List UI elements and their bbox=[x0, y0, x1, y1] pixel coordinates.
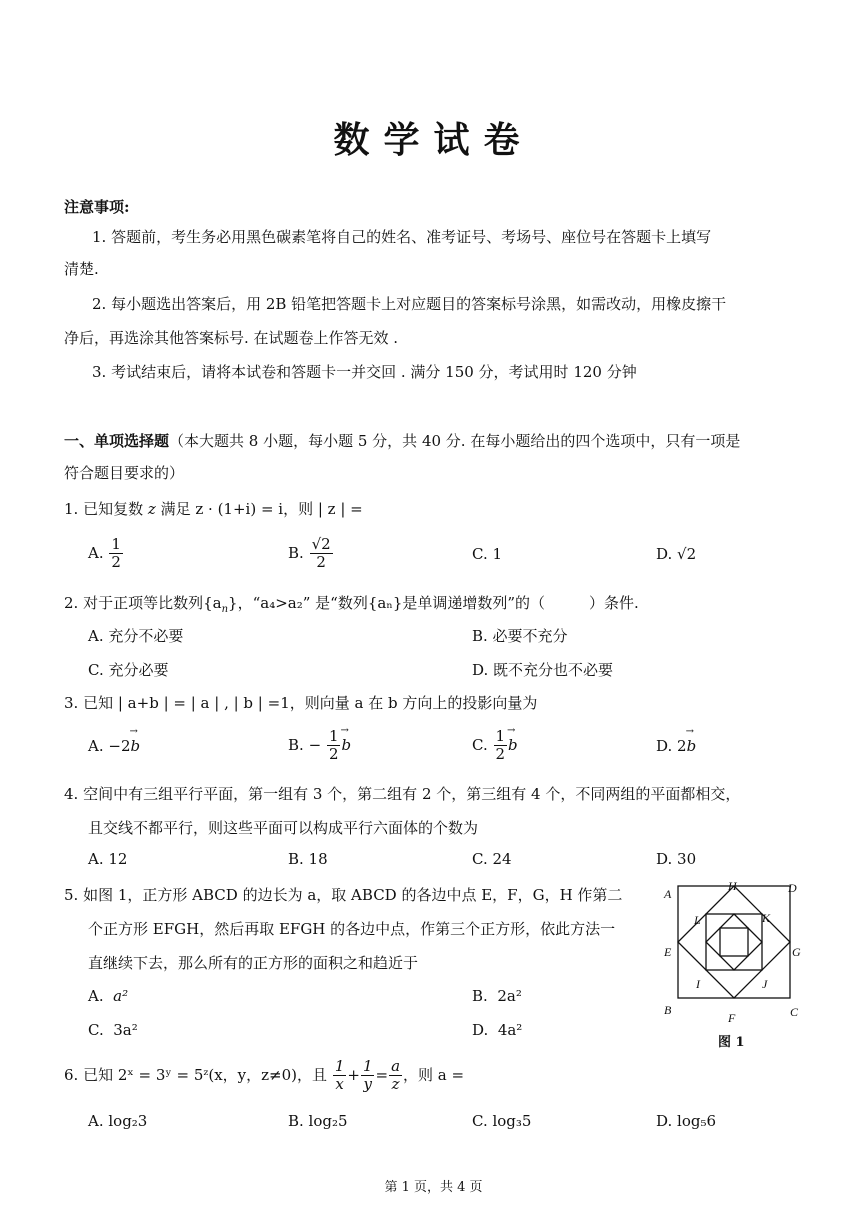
option-value: 1 bbox=[492, 545, 503, 563]
label-h: H bbox=[728, 879, 737, 893]
question-text: 如图 1，正方形 ABCD 的边长为 a，取 ABCD 的各边中点 E，F，G，H 作第二 bbox=[83, 886, 623, 904]
equation: z · (1+i) = i，则 | z | = bbox=[195, 500, 363, 518]
fraction bbox=[109, 536, 123, 572]
q3-option-a bbox=[88, 737, 140, 755]
section-desc-cont: 符合题目要求的） bbox=[64, 464, 185, 482]
option-label: C. bbox=[472, 735, 488, 754]
notice-item-1: 1. 答题前，考生务必用黑色碳素笔将自己的姓名、准考证号、考场号、座位号在答题卡上填写 bbox=[92, 228, 712, 246]
square-efgh bbox=[678, 886, 790, 998]
option-label: D. bbox=[656, 545, 673, 563]
question-1 bbox=[64, 498, 363, 519]
fraction bbox=[494, 728, 508, 764]
question-text: 空间中有三组平行平面，第一组有 3 个，第二组有 2 个，第三组有 4 个，不同两组的平面都相交， bbox=[83, 785, 741, 803]
section-title: 一、单项选择题 bbox=[64, 432, 170, 450]
option-label: D. bbox=[656, 737, 673, 755]
q1-option-a bbox=[88, 536, 124, 572]
option-value: 4a² bbox=[497, 1021, 523, 1039]
option-value: 3a² bbox=[113, 1021, 138, 1039]
option-label: C. bbox=[88, 1021, 104, 1039]
figure-1-nested-squares bbox=[660, 876, 810, 1056]
variable: z bbox=[147, 500, 156, 518]
option-label: C. bbox=[472, 545, 488, 563]
label-f: F bbox=[728, 1011, 736, 1025]
label-b: B bbox=[664, 1003, 672, 1017]
numerator: 1 bbox=[111, 535, 121, 553]
option-value: 2 bbox=[677, 737, 687, 755]
question-2: 2. 对于正项等比数列$\{a_n\}$，“a₄>a₂” 是“数列{aₙ}是单调递增数列”的（ ）条件. bbox=[64, 594, 639, 615]
denominator: x bbox=[335, 1075, 344, 1094]
option-label: A. bbox=[88, 987, 104, 1005]
numerator: a bbox=[391, 1057, 401, 1075]
label-a: A bbox=[664, 887, 672, 901]
q2-option-d: D. 既不充分也不必要 bbox=[472, 661, 614, 679]
option-label: B. bbox=[472, 987, 488, 1005]
numerator: 1 bbox=[334, 1057, 345, 1075]
question-text: 已知复数 bbox=[83, 500, 144, 518]
page-footer: 第 1 页，共 4 页 bbox=[384, 1180, 483, 1195]
operator: = bbox=[375, 1065, 389, 1084]
notice-item-2-cont: 净后，再选涂其他答案标号. 在试题卷上作答无效 . bbox=[64, 329, 399, 347]
question-3 bbox=[64, 692, 537, 713]
vector-b: → b bbox=[508, 736, 518, 754]
q5-option-a bbox=[88, 987, 128, 1005]
question-5-cont: 直继续下去，那么所有的正方形的面积之和趋近于 bbox=[88, 954, 419, 972]
fraction bbox=[327, 728, 341, 764]
question-text: ，则 a = bbox=[403, 1065, 465, 1084]
q6-option-a: A. log₂3 bbox=[88, 1112, 148, 1130]
denominator: 2 bbox=[495, 745, 506, 764]
notice-item-3: 3. 考试结束后，请将本试卷和答题卡一并交回 . 满分 150 分，考试用时 120 分钟 bbox=[92, 363, 637, 381]
question-6 bbox=[64, 1058, 464, 1094]
option-label: B. bbox=[288, 543, 304, 562]
question-text: 已知 | a+b | = | a | , | b | =1，则向量 a 在 b 方向上的投影向量为 bbox=[83, 694, 538, 712]
sign: − bbox=[308, 735, 322, 754]
q5-option-b bbox=[472, 987, 522, 1005]
option-label: A. bbox=[88, 737, 104, 755]
option-value: √2 bbox=[677, 545, 697, 563]
option-label: B. bbox=[288, 735, 304, 754]
fraction bbox=[333, 1058, 347, 1094]
q6-option-b: B. log₂5 bbox=[288, 1112, 348, 1130]
q3-option-b bbox=[288, 728, 351, 764]
label-i: I bbox=[696, 977, 700, 991]
q6-option-d: D. log₅6 bbox=[656, 1112, 717, 1130]
question-5-cont: 个正方形 EFGH，然后再取 EFGH 的各边中点，作第三个正方形，依此方法一 bbox=[88, 920, 616, 938]
label-d: D bbox=[788, 881, 797, 895]
question-number: 2. bbox=[64, 594, 79, 612]
q4-option-a: A. 12 bbox=[88, 850, 128, 868]
numerator: √2 bbox=[311, 535, 331, 553]
question-number: 1. bbox=[64, 500, 79, 518]
notice-item-2: 2. 每小题选出答案后，用 2B 铅笔把答题卡上对应题目的答案标号涂黑，如需改动，用橡皮擦干 bbox=[92, 295, 727, 313]
label-l: L bbox=[694, 913, 701, 927]
label-g: G bbox=[792, 945, 801, 959]
q2-option-a: A. 充分不必要 bbox=[88, 627, 184, 645]
section-heading bbox=[64, 430, 740, 451]
square-ijkl bbox=[706, 914, 762, 970]
question-4 bbox=[64, 783, 740, 804]
question-number: 4. bbox=[64, 785, 79, 803]
question-5 bbox=[64, 884, 622, 905]
question-text: ）条件. bbox=[589, 594, 639, 612]
option-value: 2a² bbox=[497, 987, 522, 1005]
numerator: 1 bbox=[495, 727, 506, 745]
label-k: K bbox=[762, 911, 771, 925]
q2-option-b: B. 必要不充分 bbox=[472, 627, 568, 645]
vector-b: → b bbox=[131, 737, 141, 755]
vector-b: → b bbox=[341, 736, 351, 754]
numerator: 1 bbox=[328, 727, 339, 745]
label-c: C bbox=[790, 1005, 799, 1019]
question-text: 已知 2ˣ = 3ʸ = 5ᶻ(x，y，z≠0)，且 bbox=[83, 1065, 328, 1084]
page-title: 数学试卷 bbox=[333, 119, 534, 161]
q4-option-d: D. 30 bbox=[656, 850, 697, 868]
square-5 bbox=[720, 928, 748, 956]
denominator: 2 bbox=[328, 745, 339, 764]
q1-option-b bbox=[288, 536, 334, 572]
q3-option-d bbox=[656, 737, 696, 755]
denominator: y bbox=[363, 1075, 372, 1094]
notice-item-1-cont: 清楚. bbox=[64, 260, 99, 278]
question-text: ，“a₄>a₂” 是“数列{aₙ}是单调递增数列”的（ bbox=[237, 594, 546, 612]
question-text: 满足 bbox=[160, 500, 191, 518]
label-j: J bbox=[762, 977, 768, 991]
question-number: 6. bbox=[64, 1065, 79, 1084]
figure-caption: 图 1 bbox=[718, 1035, 745, 1050]
q2-option-c: C. 充分必要 bbox=[88, 661, 169, 679]
question-number: 3. bbox=[64, 694, 79, 712]
q5-option-c bbox=[88, 1021, 138, 1039]
question-number: 5. bbox=[64, 886, 79, 904]
section-desc: （本大题共 8 小题，每小题 5 分，共 40 分. 在每小题给出的四个选项中，只有一项是 bbox=[169, 432, 741, 450]
vector-b: → b bbox=[687, 737, 697, 755]
label-e: E bbox=[664, 945, 672, 959]
operator: + bbox=[347, 1065, 360, 1084]
square-4 bbox=[706, 914, 762, 970]
fraction bbox=[389, 1058, 402, 1094]
option-label: D. bbox=[472, 1021, 489, 1039]
denominator: 2 bbox=[316, 553, 326, 572]
q5-option-d bbox=[472, 1021, 522, 1039]
numerator: 1 bbox=[362, 1057, 373, 1075]
fraction bbox=[361, 1058, 375, 1094]
q4-option-c: C. 24 bbox=[472, 850, 512, 868]
denominator: z bbox=[391, 1075, 400, 1094]
square-abcd bbox=[678, 886, 790, 998]
q3-option-c bbox=[472, 728, 518, 764]
question-4-cont: 且交线不都平行，则这些平面可以构成平行六面体的个数为 bbox=[88, 819, 479, 837]
option-value: −2 bbox=[108, 737, 131, 755]
option-value: a² bbox=[113, 987, 129, 1005]
denominator: 2 bbox=[111, 553, 121, 572]
q1-option-d bbox=[656, 545, 696, 563]
q1-option-c bbox=[472, 545, 502, 563]
option-label: A. bbox=[88, 543, 104, 562]
question-text: 对于正项等比数列{a bbox=[83, 594, 222, 612]
fraction bbox=[310, 536, 333, 572]
q4-option-b: B. 18 bbox=[288, 850, 328, 868]
q6-option-c: C. log₃5 bbox=[472, 1112, 532, 1130]
notice-heading: 注意事项: bbox=[64, 198, 130, 216]
